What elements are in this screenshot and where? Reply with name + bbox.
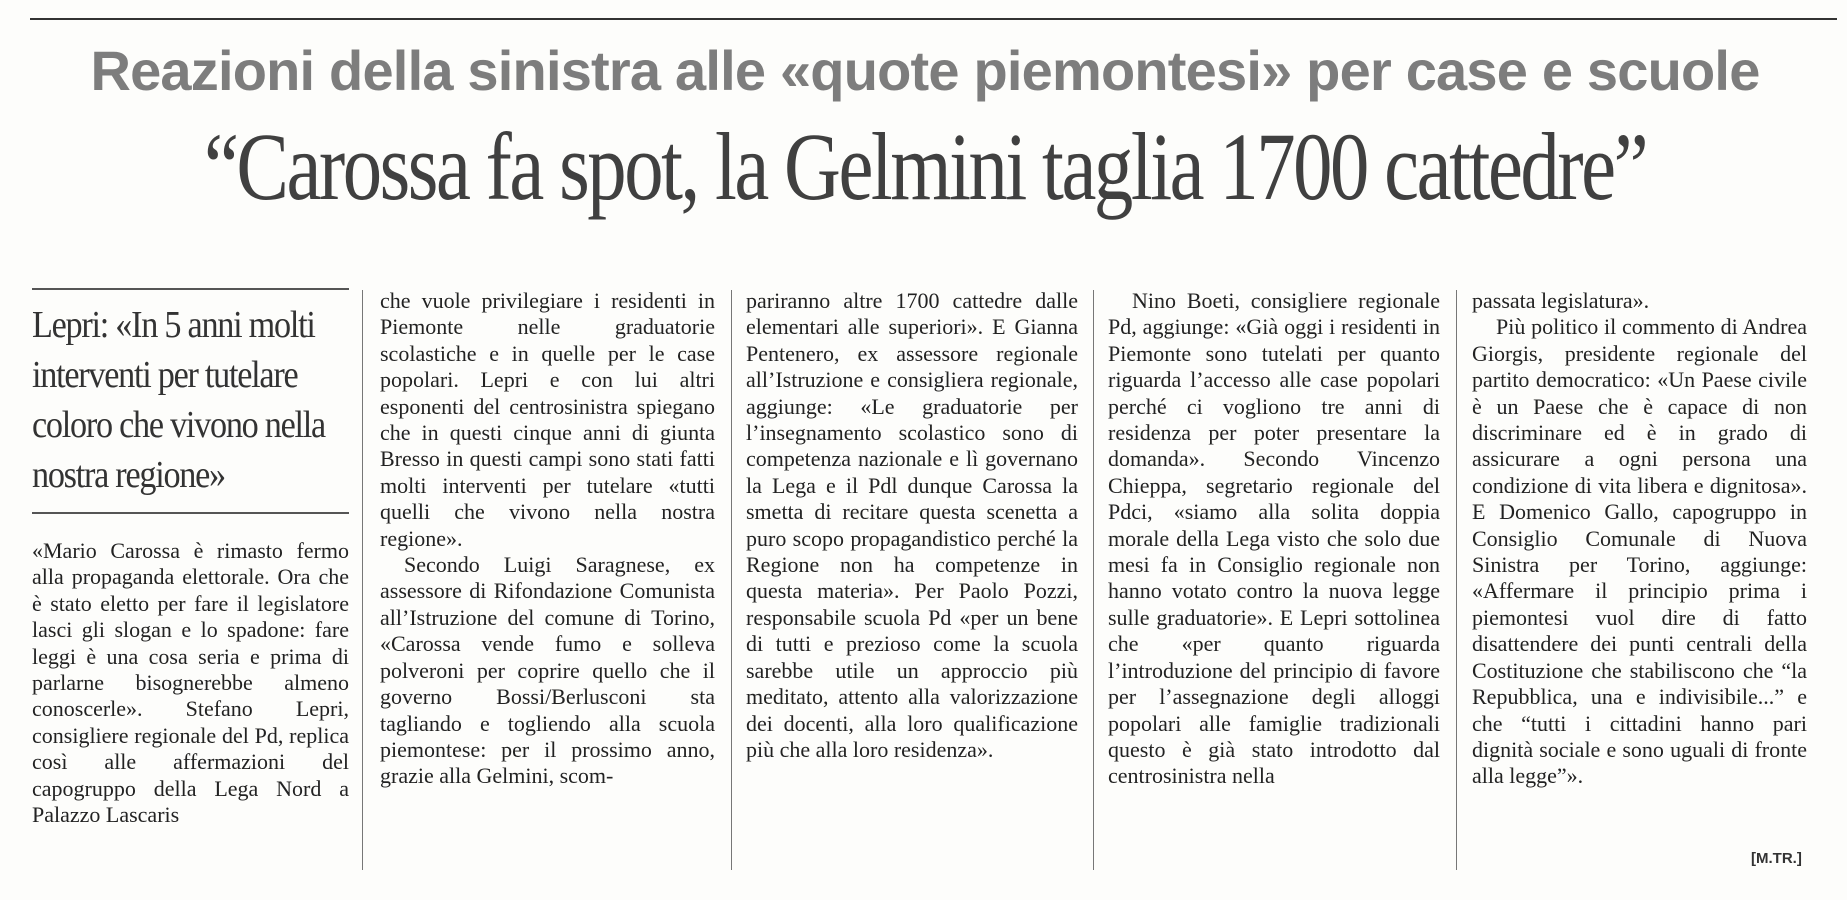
author-signature: [M.TR.] <box>1751 850 1802 867</box>
paragraph: «Mario Carossa è rimasto fermo alla propaganda elettorale. Ora che è stato eletto per fare il legislatore lasci gli slogan e lo spadone: fare leggi è una cosa seria e prima di parlarne bisognerebbe almeno conoscerle». Stefano Lepri, consigliere regionale del Pd, replica così alle affermazioni del capogruppo della Lega Nord a Palazzo Lascaris <box>32 538 349 828</box>
paragraph: Nino Boeti, consigliere regionale Pd, aggiunge: «Già oggi i residenti in Piemonte sono tutelati per quanto riguarda l’accesso alle case popolari perché ci vogliono tre anni di residenza per poter presentare la domanda». Secondo Vincenzo Chieppa, segretario regionale del Pdci, «siamo alla solita doppia morale della Lega visto che solo due mesi fa in Consiglio regionale non hanno votato contro la nuova legge sulle graduatorie». E Lepri sottolinea che «per quanto riguarda l’introduzione del principio di favore per l’assegnazione degli alloggi popolari alle famiglie tradizionali questo è già stato introdotto dal centrosinistra nella <box>1108 288 1440 789</box>
column-separator <box>362 290 363 870</box>
pull-quote-rule-bottom <box>32 512 349 514</box>
column-separator <box>1093 290 1094 870</box>
column-separator <box>1456 290 1457 870</box>
paragraph: pariranno altre 1700 cattedre dalle elementari alle superiori». E Gianna Pentenero, ex assessore regionale all’Istruzione e consigliera regionale, aggiunge: «Le graduatorie per l’insegnamento scolastico sono di competenza nazionale e lì governano la Lega e il Pdl dunque Carossa la smetta di recitare questa scenetta a puro scopo propagandistico perché la Regione non ha competenze in questa materia». Per Paolo Pozzi, responsabile scuola Pd «per un bene di tutti e prezioso come la scuola sarebbe utile un approccio più meditato, attento alla valorizzazione dei docenti, alla loro qualificazione più che alla loro residenza». <box>746 288 1078 762</box>
pull-quote-rule-top <box>32 288 349 290</box>
kicker-headline: Reazioni della sinistra alle «quote piemontesi» per case e scuole <box>90 39 1760 102</box>
pull-quote: Lepri: «In 5 anni molti interventi per tutelare coloro che vivono nella nostra regione» <box>32 304 325 496</box>
article-column-2 <box>380 288 715 790</box>
article-column-3 <box>746 288 1078 763</box>
top-rule <box>30 18 1837 20</box>
main-headline: “Carossa fa spot, la Gelmini taglia 1700 cattedre” <box>203 113 1647 220</box>
article-column-1 <box>32 538 349 828</box>
paragraph: Secondo Luigi Saragnese, ex assessore di Rifondazione Comunista all’Istruzione del comune di Torino, «Carossa vende fumo e solleva polveroni per coprire quello che il governo Bossi/Berlusconi sta tagliando e togliendo alla scuola piemontese: per il prossimo anno, grazie alla Gelmini, scom- <box>380 552 715 789</box>
paragraph: Più politico il commento di Andrea Giorgis, presidente regionale del partito democratico: «Un Paese civile è un Paese che è capace di non discriminare ed è in grado di assicurare a ogni persona una condizione di vita libera e dignitosa». E Domenico Gallo, capogruppo in Consiglio Comunale di Nuova Sinistra per Torino, aggiunge: «Affermare il principio prima i piemontesi vuol dire di fatto disattendere dei punti centrali della Costituzione che stabiliscono che “la Repubblica, una e indivisibile...” e che “tutti i cittadini hanno pari dignità sociale e sono uguali di fronte alla legge”». <box>1472 314 1807 789</box>
article-column-4 <box>1108 288 1440 790</box>
column-separator <box>731 290 732 870</box>
paragraph: che vuole privilegiare i residenti in Piemonte nelle graduatorie scolastiche e in quelle per le case popolari. Lepri e con lui altri esponenti del centrosinistra spiegano che in questi cinque anni di giunta Bresso in questi campi sono stati fatti molti interventi per tutelare «tutti quelli che vivono nella nostra regione». <box>380 288 715 551</box>
paragraph: passata legislatura». <box>1472 288 1650 313</box>
article-column-5 <box>1472 288 1807 790</box>
